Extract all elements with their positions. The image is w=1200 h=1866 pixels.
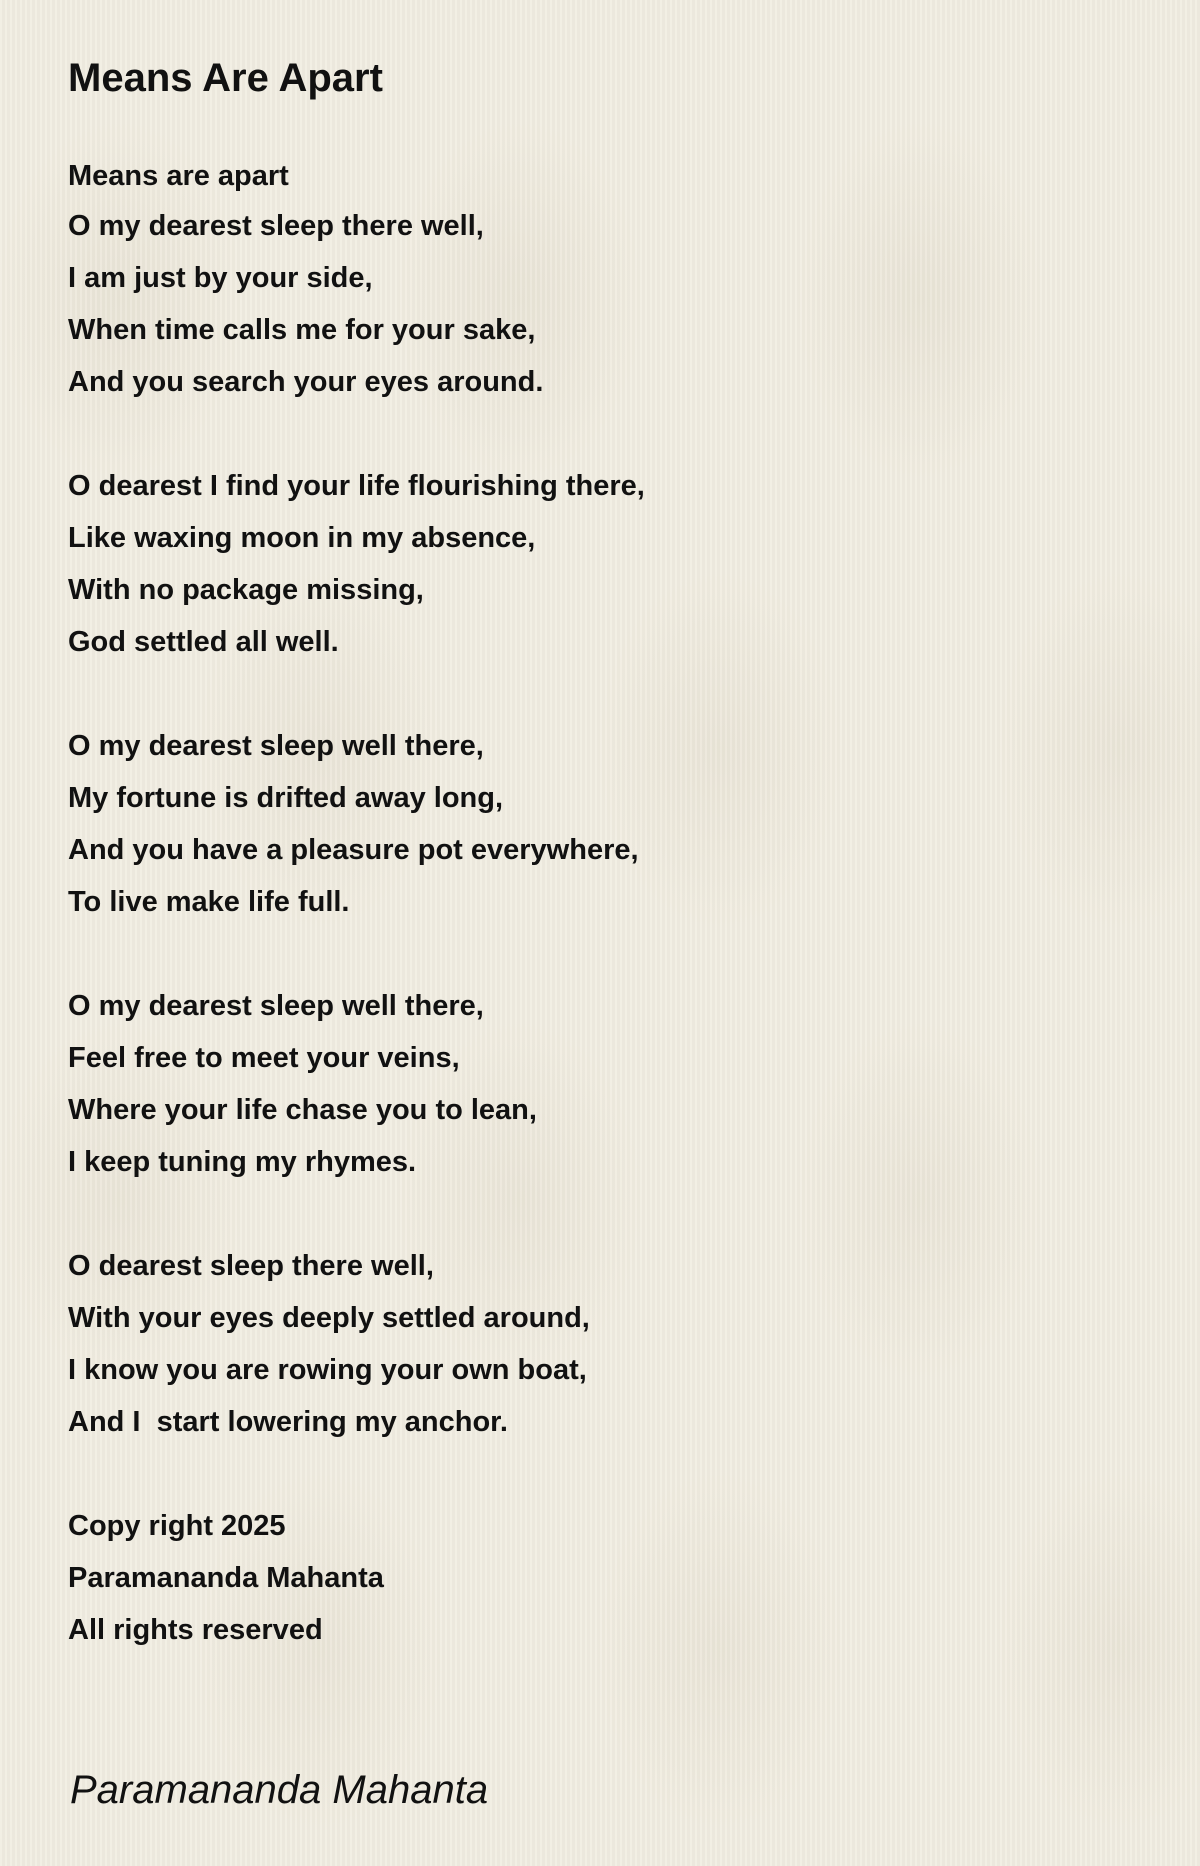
poem-line: With no package missing, <box>68 574 424 606</box>
copyright-rights: All rights reserved <box>68 1614 323 1646</box>
poem-line: I know you are rowing your own boat, <box>68 1354 587 1386</box>
poem-title: Means Are Apart <box>68 56 383 100</box>
poem-line: And I start lowering my anchor. <box>68 1406 508 1438</box>
poem-line: O my dearest sleep there well, <box>68 210 484 242</box>
poem-first-line: Means are apart <box>68 160 289 192</box>
poem-line: Where your life chase you to lean, <box>68 1094 537 1126</box>
poem-line: I am just by your side, <box>68 262 373 294</box>
poem-line: Feel free to meet your veins, <box>68 1042 460 1074</box>
poem-container <box>68 50 1148 1708</box>
poem-line: I keep tuning my rhymes. <box>68 1146 417 1178</box>
poem-line: O my dearest sleep well there, <box>68 990 484 1022</box>
stanza-2 <box>68 460 1148 668</box>
stanza-3 <box>68 720 1148 928</box>
stanza-1 <box>68 200 1148 408</box>
poem-line: When time calls me for your sake, <box>68 314 536 346</box>
poem-line: My fortune is drifted away long, <box>68 782 504 814</box>
poem-body <box>68 200 1148 1656</box>
poem-line: And you have a pleasure pot everywhere, <box>68 834 639 866</box>
poem-line: And you search your eyes around. <box>68 366 544 398</box>
poem-line: God settled all well. <box>68 626 339 658</box>
copyright-block <box>68 1500 1148 1656</box>
poem-line: Like waxing moon in my absence, <box>68 522 536 554</box>
stanza-4 <box>68 980 1148 1188</box>
copyright-author: Paramananda Mahanta <box>68 1562 384 1594</box>
author-signature: Paramananda Mahanta <box>70 1768 489 1812</box>
poem-line: To live make life full. <box>68 886 350 918</box>
copyright-line: Copy right 2025 <box>68 1510 286 1542</box>
poem-line: O dearest I find your life flourishing there, <box>68 470 645 502</box>
poem-line: With your eyes deeply settled around, <box>68 1302 590 1334</box>
poem-line: O dearest sleep there well, <box>68 1250 434 1282</box>
stanza-5 <box>68 1240 1148 1448</box>
poem-line: O my dearest sleep well there, <box>68 730 484 762</box>
